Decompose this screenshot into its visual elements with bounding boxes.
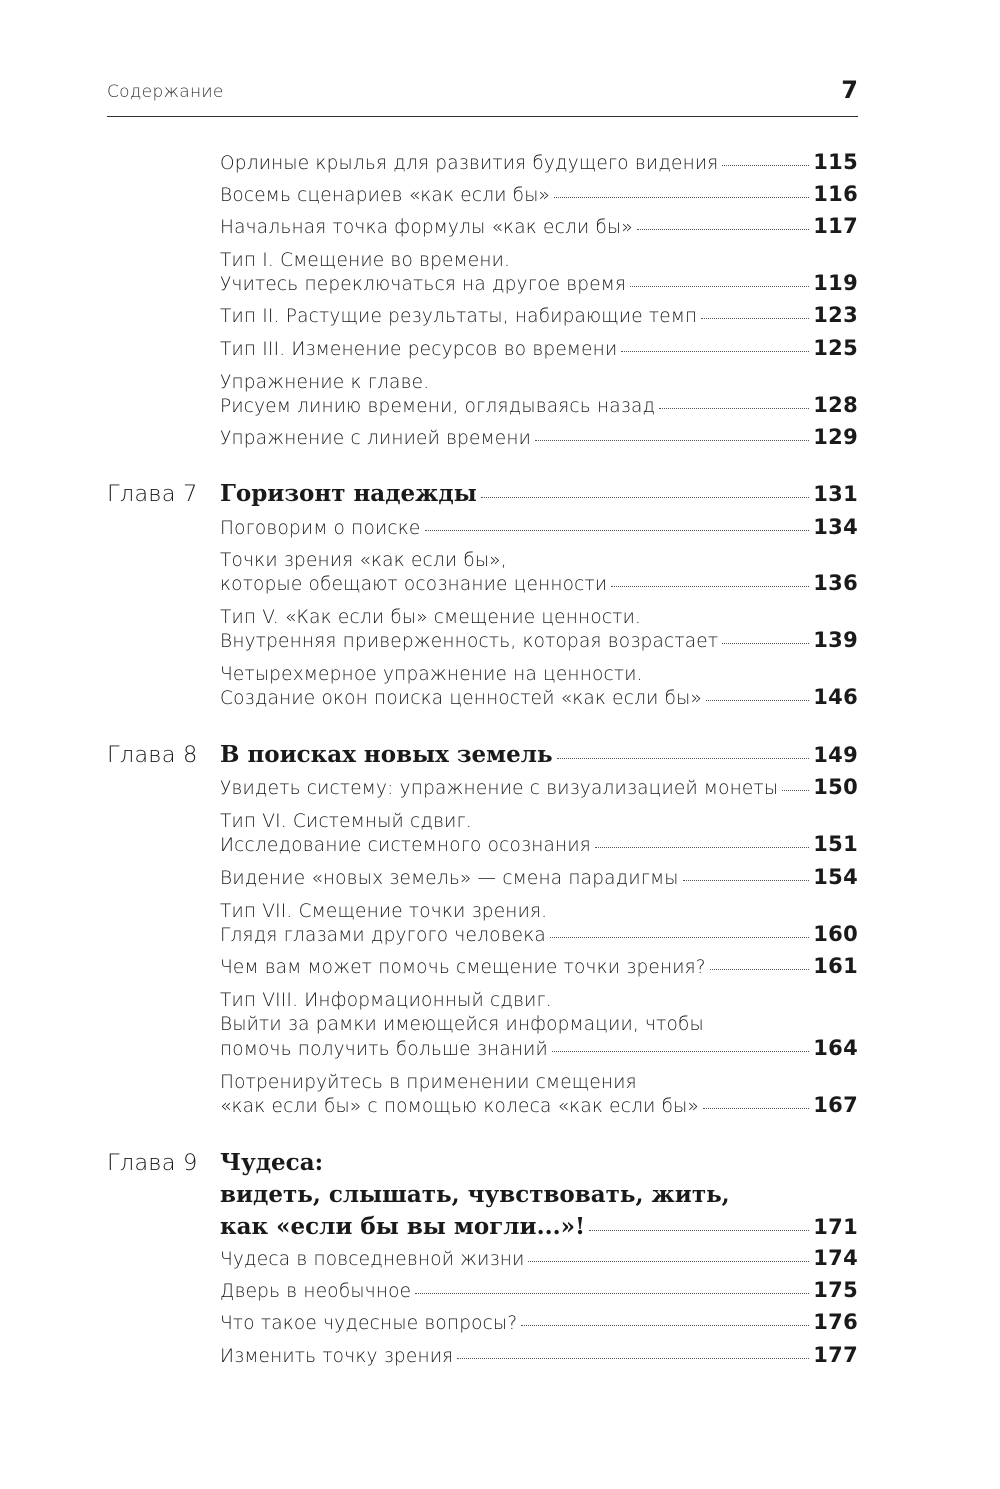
- toc-entry[interactable]: [220, 775, 858, 799]
- toc-entry-title: Создание окон поиска ценностей «как если бы»: [220, 688, 703, 709]
- dot-leader: [659, 408, 809, 409]
- dot-leader: [589, 1230, 809, 1231]
- toc-page-number: 119: [813, 271, 858, 295]
- toc-entry-title: Рисуем линию времени, оглядываясь назад: [220, 396, 656, 417]
- toc-entry[interactable]: [220, 150, 858, 174]
- toc-entry-line: Потренируйтесь в применении смещения: [220, 1072, 637, 1093]
- toc-entry-title: Орлиные крылья для развития будущего видения: [220, 153, 719, 174]
- dot-leader: [425, 530, 810, 531]
- toc-entry[interactable]: [220, 515, 858, 539]
- toc-page-number: 123: [813, 303, 858, 327]
- toc-entry-title: Тип III. Изменение ресурсов во времени: [220, 339, 618, 360]
- dot-leader: [683, 880, 810, 881]
- toc-entry[interactable]: [220, 628, 858, 652]
- toc-entry[interactable]: [220, 214, 858, 238]
- chapter-title-line: Чудеса:: [220, 1149, 324, 1176]
- dot-leader: [637, 229, 809, 230]
- dot-leader: [611, 586, 809, 587]
- dot-leader: [535, 440, 809, 441]
- toc-page-number: 177: [813, 1343, 858, 1367]
- chapter-label: Глава 8: [107, 742, 198, 768]
- toc-page-number: 134: [813, 515, 858, 539]
- toc-entry-title: Видение «новых земель» — смена парадигмы: [220, 868, 679, 889]
- toc-page-number: 125: [813, 336, 858, 360]
- toc-page-number: 174: [813, 1246, 858, 1270]
- toc-entry-title: Что такое чудесные вопросы?: [220, 1313, 518, 1334]
- toc-page-number: 116: [813, 182, 858, 206]
- toc-entry[interactable]: [220, 832, 858, 856]
- toc-entry-title: Учитесь переключаться на другое время: [220, 274, 627, 295]
- dot-leader: [701, 318, 809, 319]
- toc-entry-title: которые обещают осознание ценности: [220, 574, 608, 595]
- dot-leader: [552, 1051, 809, 1052]
- toc-entry-line: Тип VIII. Информационный сдвиг.: [220, 990, 552, 1011]
- dot-leader: [722, 165, 809, 166]
- toc-page-number: 176: [813, 1310, 858, 1334]
- toc-entry-line: Тип VII. Смещение точки зрения.: [220, 901, 548, 922]
- toc-entry[interactable]: [220, 182, 858, 206]
- toc-entry-title: Исследование системного осознания: [220, 835, 591, 856]
- toc-entry-title: Начальная точка формулы «как если бы»: [220, 217, 633, 238]
- toc-page-number: 131: [813, 482, 858, 506]
- chapter-title: В поисках новых земель: [220, 741, 553, 768]
- dot-leader: [630, 286, 809, 287]
- toc-entry-line: Тип V. «Как если бы» смещение ценности.: [220, 607, 642, 628]
- toc-entry-title: Поговорим о поиске: [220, 518, 421, 539]
- chapter-title-row[interactable]: [220, 741, 858, 768]
- toc-page-number: 154: [813, 865, 858, 889]
- dot-leader: [554, 197, 809, 198]
- toc-page-number: 146: [813, 685, 858, 709]
- toc-page-number: 136: [813, 571, 858, 595]
- dot-leader: [415, 1293, 809, 1294]
- page-number: 7: [841, 76, 858, 104]
- toc-entry[interactable]: [220, 1093, 858, 1117]
- toc-page-number: 150: [813, 775, 858, 799]
- toc-entry[interactable]: [220, 1246, 858, 1270]
- dot-leader: [457, 1358, 809, 1359]
- toc-entry-title: «как если бы» с помощью колеса «как если бы»: [220, 1096, 699, 1117]
- toc-page-number: 139: [813, 628, 858, 652]
- toc-page-number: 115: [813, 150, 858, 174]
- toc-entry-title: помочь получить больше знаний: [220, 1039, 548, 1060]
- toc-entry[interactable]: [220, 303, 858, 327]
- toc-entry[interactable]: [220, 1343, 858, 1367]
- toc-page-number: 151: [813, 832, 858, 856]
- dot-leader: [710, 969, 809, 970]
- page-header: [107, 74, 858, 117]
- toc-page-number: 175: [813, 1278, 858, 1302]
- toc-page-number: 160: [813, 922, 858, 946]
- toc-entry-line: Упражнение к главе.: [220, 372, 430, 393]
- toc-page-number: 164: [813, 1036, 858, 1060]
- chapter-title-row[interactable]: [220, 480, 858, 507]
- running-head: Содержание: [107, 82, 224, 102]
- toc-page-number: 129: [813, 425, 858, 449]
- toc-entry[interactable]: [220, 685, 858, 709]
- toc-page-number: 128: [813, 393, 858, 417]
- dot-leader: [722, 643, 809, 644]
- toc-page-number: 171: [813, 1215, 858, 1239]
- toc-entry-line: Тип I. Смещение во времени.: [220, 250, 511, 271]
- toc-entry-title: Глядя глазами другого человека: [220, 925, 546, 946]
- toc-page-number: 149: [813, 743, 858, 767]
- dot-leader: [550, 937, 809, 938]
- toc-entry-title: Тип II. Растущие результаты, набирающие темп: [220, 306, 698, 327]
- toc-page-number: 117: [813, 214, 858, 238]
- toc-entry-title: Дверь в необычное: [220, 1281, 412, 1302]
- chapter-label: Глава 7: [107, 481, 198, 507]
- toc-entry-title: Восемь сценариев «как если бы»: [220, 185, 551, 206]
- toc-entry-line: Четырехмерное упражнение на ценности.: [220, 664, 643, 685]
- toc-entry-title: Увидеть систему: упражнение с визуализацией монеты: [220, 778, 779, 799]
- toc-entry[interactable]: [220, 1278, 858, 1302]
- chapter-label: Глава 9: [107, 1150, 198, 1176]
- chapter-title: как «если бы вы могли...»!: [220, 1213, 586, 1240]
- dot-leader: [621, 351, 809, 352]
- toc-entry[interactable]: [220, 1310, 858, 1334]
- dot-leader: [521, 1325, 809, 1326]
- toc-entry[interactable]: [220, 922, 858, 946]
- toc-entry[interactable]: [220, 336, 858, 360]
- dot-leader: [782, 790, 809, 791]
- toc-entry-title: Внутренняя приверженность, которая возрастает: [220, 631, 719, 652]
- toc-entry[interactable]: [220, 1036, 858, 1060]
- dot-leader: [706, 700, 809, 701]
- toc-page-number: 161: [813, 954, 858, 978]
- toc-entry-title: Чудеса в повседневной жизни: [220, 1249, 525, 1270]
- dot-leader: [595, 847, 809, 848]
- toc-entry-title: Чем вам может помочь смещение точки зрения?: [220, 957, 706, 978]
- dot-leader: [528, 1261, 809, 1262]
- chapter-title-row[interactable]: [220, 1213, 858, 1240]
- chapter-title-line: видеть, слышать, чувствовать, жить,: [220, 1181, 730, 1208]
- toc-entry-line: Тип VI. Системный сдвиг.: [220, 811, 472, 832]
- toc-entry-title: Изменить точку зрения: [220, 1346, 454, 1367]
- toc-entry[interactable]: [220, 425, 858, 449]
- toc-entry[interactable]: [220, 271, 858, 295]
- toc-page-number: 167: [813, 1093, 858, 1117]
- dot-leader: [481, 497, 809, 498]
- chapter-title: Горизонт надежды: [220, 480, 477, 507]
- toc-entry-title: Упражнение с линией времени: [220, 428, 532, 449]
- toc-entry[interactable]: [220, 954, 858, 978]
- dot-leader: [557, 758, 810, 759]
- toc-entry[interactable]: [220, 393, 858, 417]
- toc-entry-line: Выйти за рамки имеющейся информации, чтобы: [220, 1014, 704, 1035]
- toc-entry[interactable]: [220, 571, 858, 595]
- toc-entry[interactable]: [220, 865, 858, 889]
- dot-leader: [703, 1108, 809, 1109]
- toc-entry-line: Точки зрения «как если бы»,: [220, 550, 507, 571]
